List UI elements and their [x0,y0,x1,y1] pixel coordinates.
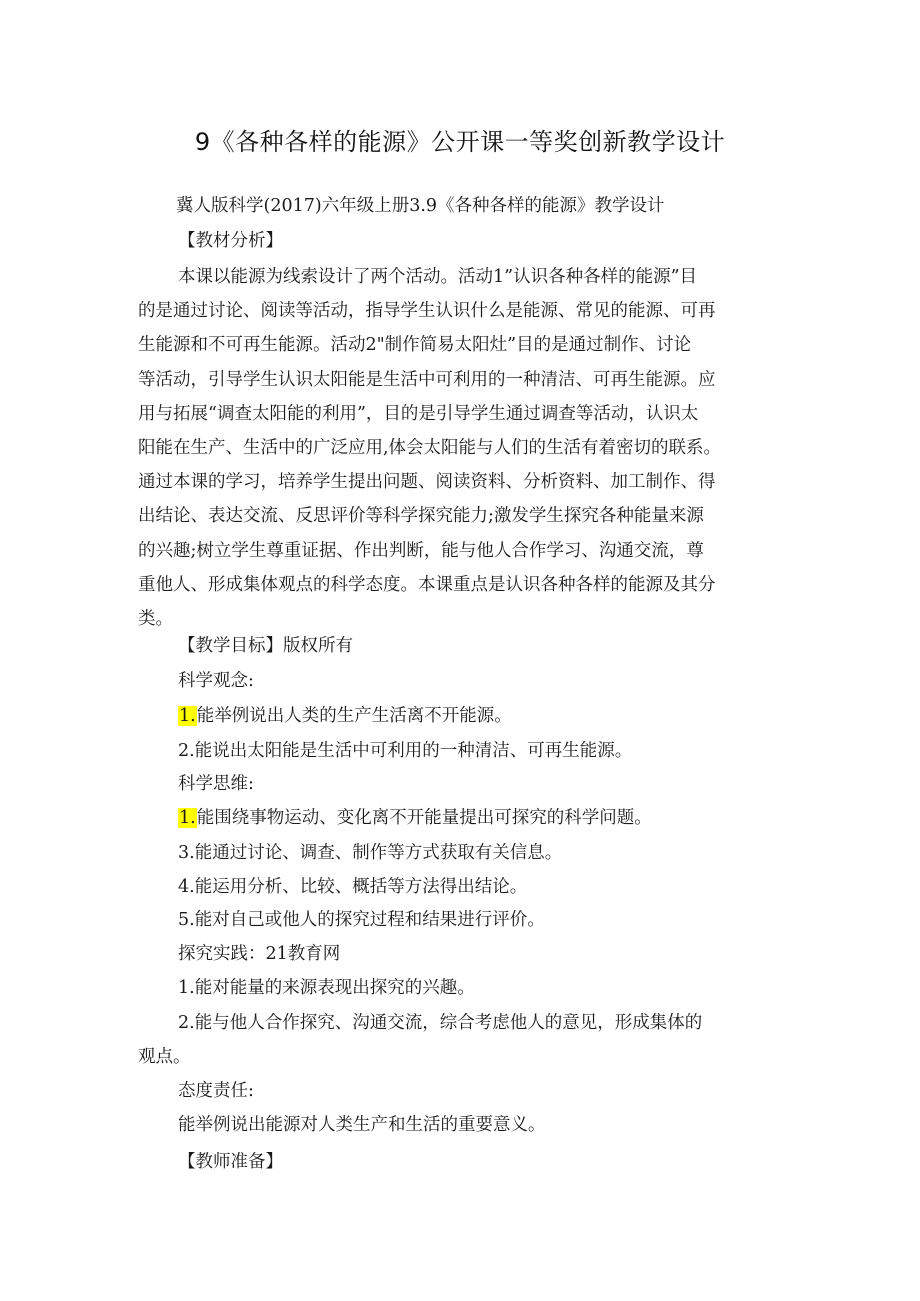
item-number: 1 [178,978,190,998]
practice-heading: 探究实践：21教育网 [178,944,341,964]
concept-heading: 科学观念: [178,671,254,691]
highlighted-number: 1. [179,706,196,726]
item-text: .能对自己或他人的探究过程和结果进行评价。 [189,910,545,930]
practice-item-2 [178,1011,702,1035]
thinking-heading: 科学思维: [178,774,254,794]
analysis-line: 通过本课的学习，培养学生提出问题、阅读资料、分析资料、加工制作、得 [138,472,716,493]
analysis-line: 重他人、形成集体观点的科学态度。本课重点是认识各种各样的能源及其分 [138,574,716,595]
highlighted-number: 1. [179,808,196,828]
section-heading-textbook-analysis: 【教材分析】 [178,231,283,251]
item-number: 5 [178,910,190,930]
item-text: .能通过讨论、调查、制作等方式获取有关信息。 [189,843,563,863]
practice-item-1 [178,976,475,1000]
analysis-line: 的兴趣;树立学生尊重证据、作出判断，能与他人合作学习、沟通交流，尊 [138,540,704,561]
document-subtitle: 冀人版科学(2017)六年级上册3.9《各种各样的能源》教学设计 [176,196,665,216]
analysis-line: 生能源和不可再生能源。活动2"制作简易太阳灶”目的是通过制作、讨论 [138,335,692,356]
thinking-item-3 [178,841,562,865]
analysis-line: 等活动，引导学生认识太阳能是生活中可利用的一种清洁、可再生能源。应 [138,369,716,390]
section-heading-teacher-preparation: 【教师准备】 [178,1152,283,1172]
concept-item-2 [178,739,632,763]
attitude-text: 能举例说出能源对人类生产和生活的重要意义。 [178,1115,546,1135]
attitude-heading: 态度责任: [178,1081,254,1101]
item-number: 2 [178,1013,190,1033]
practice-item-2-continuation: 观点。 [138,1047,191,1067]
document-title: 9《各种各样的能源》公开课一等奖创新教学设计 [194,128,726,156]
analysis-line: 类。 [138,609,173,630]
analysis-line: 的是通过讨论、阅读等活动，指导学生认识什么是能源、常见的能源、可再 [138,301,716,322]
analysis-line: 出结论、表达交流、反思评价等科学探究能力;激发学生探究各种能量来源 [138,506,704,527]
thinking-item-1 [178,806,652,830]
analysis-paragraph [138,260,788,636]
item-text: 能举例说出人类的生产生活离不开能源。 [196,706,512,726]
item-text: .能对能量的来源表现出探究的兴趣。 [189,978,475,998]
item-number: 3 [178,843,190,863]
analysis-line: 用与拓展“调查太阳能的利用”，目的是引导学生通过调查等活动，认识太 [138,403,699,424]
concept-item-1 [178,704,512,728]
item-number: 2 [178,741,190,761]
analysis-line: 本课以能源为线索设计了两个活动。活动1”认识各种各样的能源”目 [178,267,698,287]
item-text: .能说出太阳能是生活中可利用的一种清洁、可再生能源。 [189,741,633,761]
item-text: .能运用分析、比较、概括等方法得出结论。 [189,877,528,897]
analysis-line: 阳能在生产、生活中的广泛应用,体会太阳能与人们的生活有着密切的联系。 [138,438,722,459]
item-number: 4 [178,877,190,897]
section-heading-teaching-goals: 【教学目标】版权所有 [178,636,353,656]
thinking-item-4 [178,875,527,899]
item-text: 能围绕事物运动、变化离不开能量提出可探究的科学问题。 [196,808,652,828]
thinking-item-5 [178,908,545,932]
item-text: .能与他人合作探究、沟通交流，综合考虑他人的意见，形成集体的 [189,1013,703,1033]
